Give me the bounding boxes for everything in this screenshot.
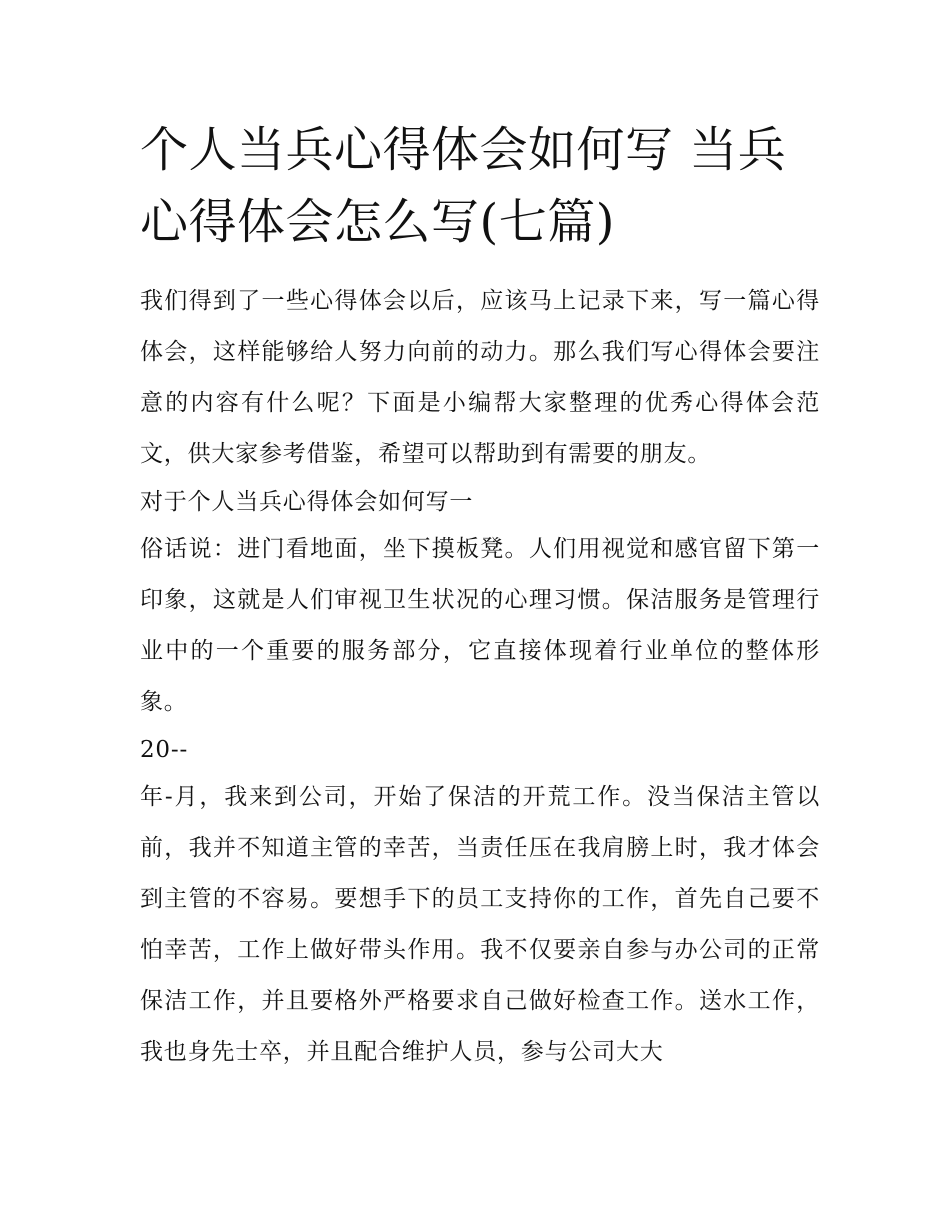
body-paragraph-date: 20-- <box>140 737 189 763</box>
section-heading: 对于个人当兵心得体会如何写一 <box>140 489 474 515</box>
document-title: 个人当兵心得体会如何写 当兵心得体会怎么写(七篇) <box>140 122 787 250</box>
body-paragraph: 俗话说：进门看地面，坐下摸板凳。人们用视觉和感官留下第一印象，这就是人们审视卫生状况的心理习惯。保洁服务是管理行业中的一个重要的服务部分，它直接体现着行业单位的整体形象。 <box>140 536 820 715</box>
document-body <box>140 276 820 1078</box>
intro-paragraph: 我们得到了一些心得体会以后，应该马上记录下来，写一篇心得体会，这样能够给人努力向前的动力。那么我们写心得体会要注意的内容有什么呢？下面是小编帮大家整理的优秀心得体会范文，供大家参考借鉴，希望可以帮助到有需要的朋友。 <box>140 288 820 467</box>
body-paragraph: 年-月，我来到公司，开始了保洁的开荒工作。没当保洁主管以前，我并不知道主管的幸苦，当责任压在我肩膀上时，我才体会到主管的不容易。要想手下的员工支持你的工作，首先自己要不怕幸苦，工作上做好带头作用。我不仅要亲自参与办公司的正常保洁工作，并且要格外严格要求自己做好检查工作。送水工作，我也身先士卒，并且配合维护人员，参与公司大大 <box>140 784 820 1065</box>
